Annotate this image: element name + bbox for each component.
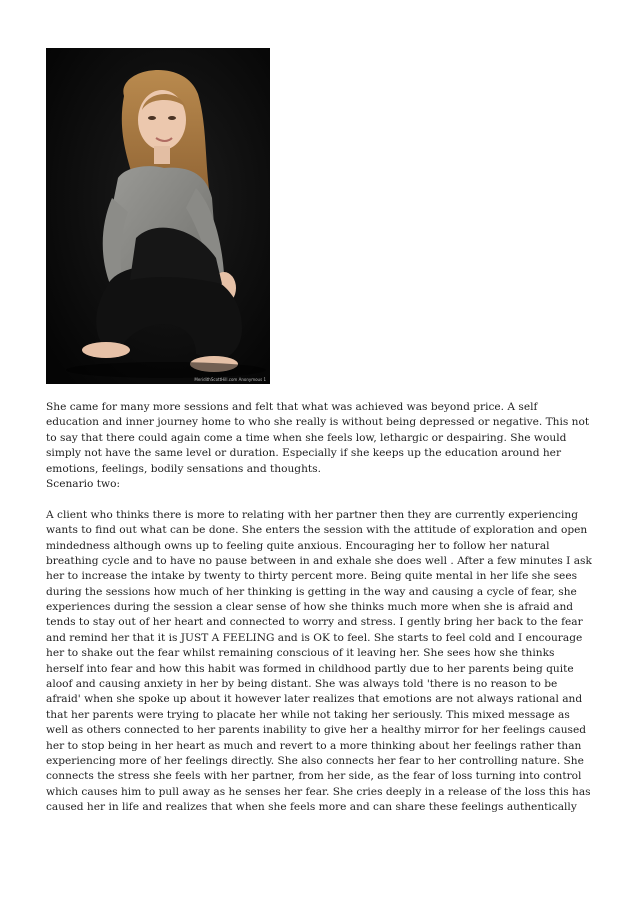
text-line: tends to stay out of her heart and connected to worry and stress. I gently bring her back to the fear xyxy=(46,616,583,629)
text-line: afraid' when she spoke up about it however later realizes that emotions are not always rational and xyxy=(46,693,583,706)
text-line: to say that there could again come a time when she feels low, lethargic or despairing. She would xyxy=(46,431,567,444)
text-line: simply not have the same level or duration. Especially if she keeps up the education around her xyxy=(46,447,562,460)
text-line: connects the stress she feels with her partner, from her side, as the fear of loss turning into control xyxy=(46,770,582,783)
text-line: experiencing more of her feelings directly. She also connects her fear to her controlling nature. She xyxy=(46,754,584,767)
text-line: well as others connected to her parents inability to give her a healthy mirror for her feelings caused xyxy=(46,724,587,737)
text-line: caused her in life and realizes that when she feels more and can share these feelings authentically xyxy=(46,801,577,814)
text-line: A client who thinks there is more to relating with her partner then they are currently experiencing xyxy=(46,508,578,521)
photo-watermark: MeridithScottHill.com Anonymous 1 xyxy=(194,377,266,382)
text-line: herself into fear and how this habit was formed in childhood partly due to her parents being quite xyxy=(46,662,574,675)
text-line: her to shake out the fear whilst remaining conscious of it leaving her. She sees how she thinks xyxy=(46,647,555,660)
text-line: wants to find out what can be done. She enters the session with the attitude of exploration and open xyxy=(46,524,588,537)
text-line: that her parents were trying to placate her while not taking her seriously. This mixed message as xyxy=(46,708,570,721)
text-line: during the sessions how much of her thinking is getting in the way and causing a cycle of fear, she xyxy=(46,585,577,598)
text-line: education and inner journey home to who she really is without being depressed or negative. This not xyxy=(46,416,590,429)
text-line: emotions, feelings, bodily sensations and thoughts. xyxy=(46,462,321,475)
text-line: which causes him to pull away as he senses her fear. She cries deeply in a release of the loss this has xyxy=(46,785,591,798)
text-line: She came for many more sessions and felt that what was achieved was beyond price. A self xyxy=(46,401,538,413)
portrait-illustration xyxy=(46,48,270,384)
text-line: mindedness although owns up to feeling quite anxious. Encouraging her to follow her natural xyxy=(46,539,550,552)
text-line: experiences during the session a clear sense of how she thinks much more when she is afraid and xyxy=(46,601,574,614)
portrait-photo xyxy=(46,48,270,384)
text-line: her to stop being in her heart as much and revert to a more thinking about her feelings rather than xyxy=(46,739,582,752)
text-line: and remind her that it is JUST A FEELING and is OK to feel. She starts to feel cold and I encourage xyxy=(46,631,583,644)
paragraph-1 xyxy=(46,400,598,816)
text-line: her to increase the intake by twenty to thirty percent more. Being quite mental in her life she sees xyxy=(46,570,578,583)
section-heading: Scenario two: xyxy=(46,477,121,490)
text-line: aloof and causing anxiety in her by being distant. She was always told 'there is no reason to be xyxy=(46,678,558,691)
text-line: breathing cycle and to have no pause between in and exhale she does well . After a few minutes I ask xyxy=(46,554,592,567)
